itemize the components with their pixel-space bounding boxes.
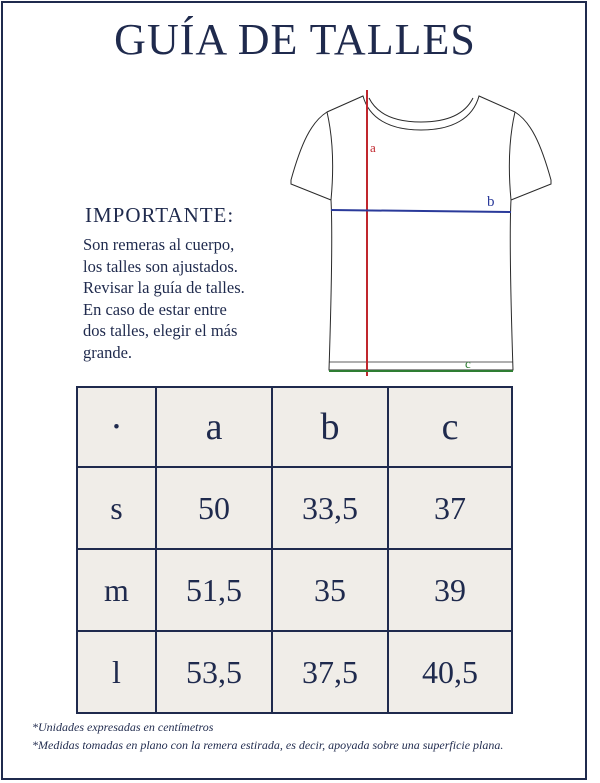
footnote-method: *Medidas tomadas en plano con la remera estirada, es decir, apoyada sobre una superficie plana. [32,738,504,752]
size-label: s [77,467,156,549]
cell-b: 33,5 [272,467,388,549]
page-title: GUÍA DE TALLES [114,15,476,64]
table-row [77,549,512,631]
cell-a: 50 [156,467,272,549]
important-line: los talles son ajustados. [83,256,238,276]
table-header-row [77,387,512,467]
cell-c: 39 [388,549,512,631]
cell-c: 37 [388,467,512,549]
important-line: En caso de estar entre [83,299,227,319]
important-text [83,234,273,363]
measure-label-a: a [370,140,376,155]
size-label: m [77,549,156,631]
important-line: grande. [83,342,133,362]
cell-b: 37,5 [272,631,388,713]
cell-a: 53,5 [156,631,272,713]
table-row [77,467,512,549]
measure-label-b: b [487,194,495,210]
cell-a: 51,5 [156,549,272,631]
important-line: Son remeras al cuerpo, [83,235,235,254]
table-row [77,631,512,713]
important-line: dos talles, elegir el más [83,321,238,340]
important-heading: IMPORTANTE: [85,203,235,227]
size-table [76,386,513,714]
footnote-units: *Unidades expresadas en centímetros [32,720,214,734]
cell-b: 35 [272,549,388,631]
tshirt-neckline [369,98,473,122]
measure-label-c: c [465,356,471,371]
size-label: l [77,631,156,713]
header-cell-corner: · [77,387,156,467]
tshirt-outline [291,96,551,370]
important-line: Revisar la guía de talles. [83,278,245,297]
tshirt-diagram [279,88,563,378]
cell-c: 40,5 [388,631,512,713]
header-cell-b: b [272,387,388,467]
header-cell-a: a [156,387,272,467]
header-cell-c: c [388,387,512,467]
